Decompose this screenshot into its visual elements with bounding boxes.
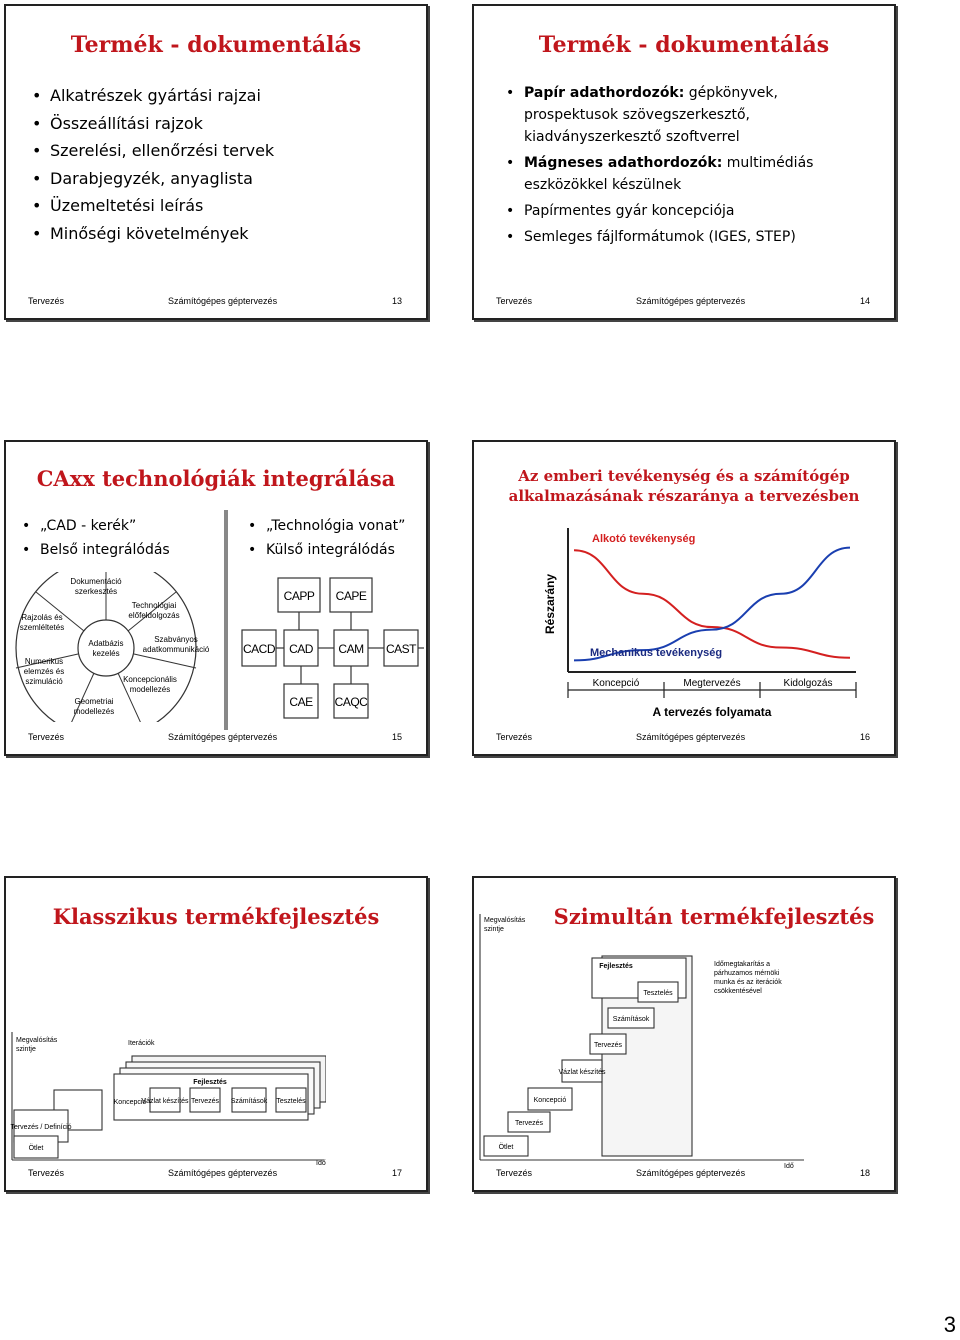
slide-title: Termék - dokumentálás: [70, 32, 362, 58]
bullet-list: [30, 82, 274, 247]
train-box-label: CAPP: [283, 589, 315, 603]
phase-label: Tervezés: [190, 1098, 220, 1105]
list-item: • Üzemeltetési leírás: [30, 192, 274, 220]
footer-left: Tervezés: [28, 296, 65, 306]
note-text: párhuzamos mérnöki: [714, 970, 780, 977]
list-item: • Külső integrálódás: [246, 538, 405, 562]
item-text: multimédiás eszközökkel készülnek: [524, 155, 814, 193]
list-item: • Alkatrészek gyártási rajzai: [30, 82, 274, 110]
item-bold: Mágneses adathordozók:: [524, 155, 723, 171]
phase-label: Számítások: [612, 1016, 650, 1023]
wheel-segment-label: szemléltetés: [19, 623, 65, 632]
x-axis-label: Idő: [784, 1163, 794, 1170]
footer-center: Számítógépes géptervezés: [168, 732, 278, 742]
slide-title: Szimultán termékfejlesztés: [553, 904, 875, 929]
phase-label: Tesztelés: [643, 990, 673, 997]
slide-16: [472, 440, 896, 756]
wheel-center-label: Adatbázis: [88, 639, 124, 648]
train-box-label: CAST: [385, 642, 417, 656]
train-box-label: CAQC: [334, 695, 368, 709]
slide-17: [4, 876, 428, 1192]
list-item: [504, 82, 874, 148]
wheel-segment-label: Technológiai: [131, 601, 177, 610]
category-label: Kidolgozás: [783, 678, 833, 689]
train-box-label: CAM: [338, 642, 364, 656]
footer-left: Tervezés: [496, 296, 533, 306]
slide-14: [472, 4, 896, 320]
category-label: Koncepció: [592, 678, 640, 689]
item-text: Semleges fájlformátumok (IGES, STEP): [524, 229, 796, 245]
wheel-segment-label: Dokumentáció: [70, 577, 122, 586]
phase-label: Tesztelés: [276, 1098, 306, 1105]
slide-title: CAxx technológiák integrálása: [36, 466, 396, 491]
bullet-list: [504, 82, 874, 248]
slide-title-line: alkalmazásának részaránya a tervezésben: [508, 487, 860, 505]
slide-title: Klasszikus termékfejlesztés: [52, 904, 380, 929]
list-item: [504, 226, 874, 248]
list-item: • Minőségi követelmények: [30, 220, 274, 248]
y-axis-label: Megvalósítás: [484, 917, 526, 924]
wheel-center-label: kezelés: [92, 649, 120, 658]
wheel-segment-label: modellezés: [129, 685, 171, 694]
technology-train-diagram: [238, 572, 424, 722]
wheel-segment-label: Rajzolás és: [21, 613, 63, 622]
series-label: Mechanikus tevékenység: [590, 647, 723, 659]
page-number: 3: [943, 1312, 956, 1337]
footer-center: Számítógépes géptervezés: [168, 1168, 278, 1178]
footer-center: Számítógépes géptervezés: [636, 732, 746, 742]
list-item: • Darabjegyzék, anyaglista: [30, 165, 274, 193]
phase-label: Koncepció: [533, 1097, 567, 1104]
iterations-label: Iterációk: [128, 1040, 155, 1047]
activity-share-chart: [538, 520, 868, 720]
wheel-segment-label: Szabványos: [154, 635, 198, 644]
footer-left: Tervezés: [496, 1168, 533, 1178]
slide-title: [474, 466, 894, 506]
phase-label: Fejlesztés: [193, 1079, 227, 1086]
list-item: • Összeállítási rajzok: [30, 110, 274, 138]
wheel-segment-label: Geometriai: [74, 697, 114, 706]
item-text: gépkönyvek, prospektusok szövegszerkesztő, kiadványszerkesztő szoftverrel: [524, 85, 778, 145]
y-axis-label: Részarány: [543, 573, 557, 635]
train-box-label: CACD: [242, 642, 276, 656]
divider: [224, 510, 228, 730]
footer-center: Számítógépes géptervezés: [636, 1168, 746, 1178]
list-item: • Belső integrálódás: [20, 538, 170, 562]
footer-center: Számítógépes géptervezés: [636, 296, 746, 306]
train-box-label: CAD: [289, 642, 313, 656]
cad-wheel-diagram: [10, 572, 220, 722]
phase-label: Fejlesztés: [599, 963, 633, 970]
wheel-segment-label: Numerikus: [24, 657, 64, 666]
list-item: • Szerelési, ellenőrzési tervek: [30, 137, 274, 165]
phase-label: Koncepció: [113, 1099, 147, 1106]
classic-development-diagram: [10, 1028, 326, 1178]
footer-left: Tervezés: [496, 732, 533, 742]
list-item: • „CAD - kerék”: [20, 514, 170, 538]
phase-label: Tervezés: [514, 1120, 544, 1127]
phase-label: Ötlet: [28, 1145, 44, 1152]
list-item: • „Technológia vonat”: [246, 514, 405, 538]
y-axis-label: szintje: [484, 926, 504, 933]
bullet-list-right: [246, 514, 405, 562]
phase-label: Vázlat készítés: [558, 1069, 606, 1076]
note-text: csökkentésével: [714, 988, 762, 995]
y-axis-label: szintje: [16, 1046, 36, 1053]
footer-page-number: 17: [391, 1168, 402, 1178]
slide-15: [4, 440, 428, 756]
wheel-segment-label: előfeldolgozás: [128, 611, 180, 620]
phase-label: Ötlet: [498, 1144, 514, 1151]
slide-13: [4, 4, 428, 320]
item-bold: Papír adathordozók:: [524, 85, 685, 101]
series-label: Alkotó tevékenység: [592, 533, 696, 545]
item-text: Papírmentes gyár koncepciója: [524, 203, 735, 219]
note-text: munka és az iterációk: [714, 979, 782, 986]
category-label: Megtervezés: [683, 678, 741, 689]
phase-label: Vázlat készítés: [141, 1098, 189, 1105]
note-text: Időmegtakarítás a: [714, 961, 771, 968]
x-axis-label: Idő: [316, 1160, 326, 1167]
wheel-segment-label: Koncepcionális: [123, 675, 177, 684]
x-axis-label: A tervezés folyamata: [652, 705, 772, 719]
slide-title: Termék - dokumentálás: [538, 32, 830, 58]
phase-label: Tervezés: [593, 1042, 623, 1049]
phase-label: Számítások: [230, 1098, 268, 1105]
footer-left: Tervezés: [28, 732, 65, 742]
wheel-segment-label: modellezés: [73, 707, 115, 716]
footer-center: Számítógépes géptervezés: [168, 296, 278, 306]
footer-page-number: 13: [391, 296, 402, 306]
wheel-segment-label: adatkommunikáció: [142, 645, 210, 654]
wheel-segment-label: elemzés és: [23, 667, 65, 676]
wheel-segment-label: szimuláció: [25, 677, 63, 686]
footer-left: Tervezés: [28, 1168, 65, 1178]
footer-page-number: 18: [859, 1168, 870, 1178]
bullet-list-left: [20, 514, 170, 562]
train-box-label: CAE: [289, 695, 313, 709]
footer-page-number: 16: [859, 732, 870, 742]
simultaneous-development-diagram: [478, 912, 808, 1172]
slide-title-line: Az emberi tevékenység és a számítógép: [518, 467, 850, 485]
phase-label: Tervezés / Definíció: [10, 1124, 72, 1131]
y-axis-label: Megvalósítás: [16, 1037, 58, 1044]
series-line: [574, 548, 850, 661]
wheel-segment-label: szerkesztés: [74, 587, 118, 596]
list-item: [504, 200, 874, 222]
series-line: [574, 550, 850, 658]
train-box-label: CAPE: [335, 589, 367, 603]
slide-18: [472, 876, 896, 1192]
list-item: [504, 152, 874, 196]
footer-page-number: 14: [859, 296, 870, 306]
footer-page-number: 15: [391, 732, 402, 742]
